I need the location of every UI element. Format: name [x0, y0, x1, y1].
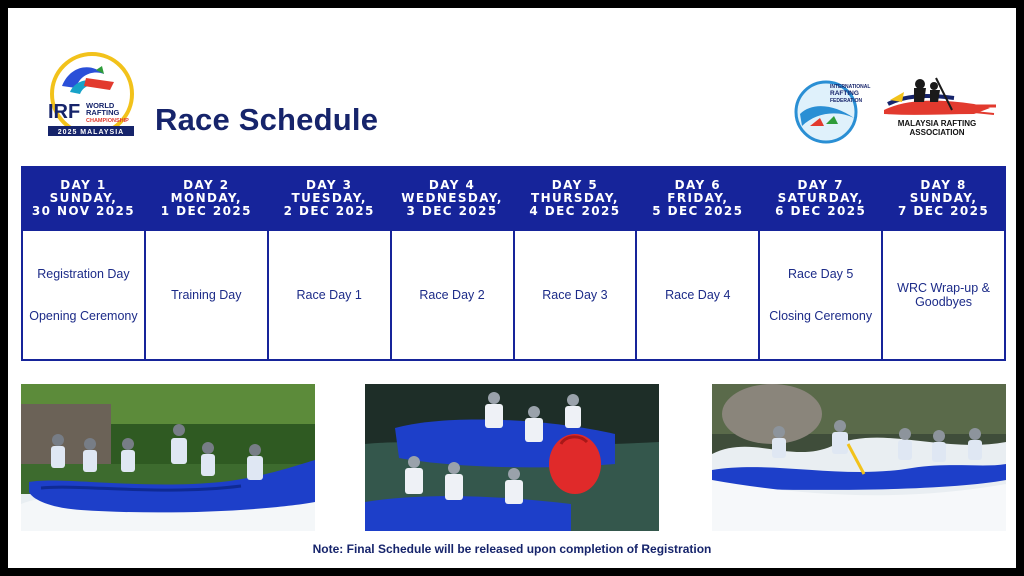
- day-header-weekday: WEDNESDAY,: [401, 191, 503, 205]
- day-events-cell: [268, 230, 391, 360]
- day-header-day: DAY 1: [60, 178, 107, 192]
- day-header-weekday: THURSDAY,: [531, 191, 619, 205]
- day-header: [636, 167, 759, 230]
- day-header-day: DAY 4: [428, 178, 476, 192]
- day-events-cell: [514, 230, 637, 360]
- event-label: WRC Wrap-up &: [897, 281, 990, 295]
- day-header: [514, 167, 637, 230]
- schedule-table: [21, 166, 1006, 361]
- day-header-day: DAY 8: [920, 178, 967, 192]
- schedule-events-row: [22, 230, 1005, 360]
- day-header: [882, 167, 1005, 230]
- malaysia-rafting-association-logo: [874, 70, 1000, 140]
- event-label: Closing Ceremony: [769, 309, 873, 323]
- day-events-cell: [145, 230, 268, 360]
- mra-logo-line2: ASSOCIATION: [909, 128, 965, 137]
- irf-logo-big: IRF: [48, 101, 81, 123]
- rafting-photo-3: [712, 384, 1006, 531]
- day-header: [22, 167, 145, 230]
- slide: [8, 8, 1016, 568]
- event-label: Registration Day: [37, 267, 130, 281]
- federation-logo-line3: FEDERATION: [830, 98, 863, 104]
- rafting-photo-1: [21, 384, 315, 531]
- day-header-weekday: FRIDAY,: [667, 191, 729, 205]
- day-header-date: 3 DEC 2025: [406, 204, 498, 218]
- federation-logo-line2: RAFTING: [830, 90, 859, 97]
- irf-logo-line3: CHAMPIONSHIP: [86, 118, 129, 124]
- irf-logo-band: 2025 MALAYSIA: [57, 129, 125, 136]
- day-header-weekday: TUESDAY,: [291, 191, 367, 205]
- event-label: Training Day: [171, 288, 242, 302]
- day-header: [759, 167, 882, 230]
- irf-logo-line1: WORLD: [86, 101, 115, 110]
- day-header-date: 7 DEC 2025: [898, 204, 990, 218]
- event-spacer: [764, 281, 877, 309]
- irf-championship-logo: [40, 52, 140, 148]
- day-events-cell: [882, 230, 1005, 360]
- day-header-day: DAY 6: [674, 178, 721, 192]
- day-header-date: 6 DEC 2025: [775, 204, 867, 218]
- day-events-cell: [636, 230, 759, 360]
- page-title: Race Schedule: [155, 102, 379, 137]
- day-events-cell: [22, 230, 145, 360]
- day-header-day: DAY 3: [306, 178, 353, 192]
- mra-logo-line1: MALAYSIA RAFTING: [897, 119, 977, 128]
- event-label: Race Day 5: [788, 267, 854, 281]
- day-header-day: DAY 7: [797, 178, 844, 192]
- federation-logo: [794, 74, 871, 148]
- day-header-day: DAY 5: [551, 178, 599, 192]
- event-label: Opening Ceremony: [29, 309, 138, 323]
- schedule-header-row: [22, 167, 1005, 230]
- day-header-weekday: SATURDAY,: [777, 191, 864, 205]
- day-header-date: 30 NOV 2025: [31, 204, 135, 218]
- event-label: Race Day 3: [542, 288, 608, 302]
- day-header-weekday: SUNDAY,: [909, 191, 978, 205]
- day-events-cell: [391, 230, 514, 360]
- day-header-date: 1 DEC 2025: [160, 204, 252, 218]
- day-header: [268, 167, 391, 230]
- day-events-cell: [759, 230, 882, 360]
- event-spacer: [27, 281, 140, 309]
- event-label: Race Day 2: [419, 288, 485, 302]
- event-label: Race Day 4: [665, 288, 731, 302]
- day-header-weekday: MONDAY,: [170, 191, 242, 205]
- day-header: [391, 167, 514, 230]
- event-label: Goodbyes: [915, 295, 973, 309]
- schedule-note: Note: Final Schedule will be released upon completion of Registration: [312, 542, 712, 556]
- irf-logo-line2: RAFTING: [86, 108, 120, 117]
- day-header-weekday: SUNDAY,: [49, 191, 118, 205]
- day-header-date: 5 DEC 2025: [652, 204, 744, 218]
- day-header-day: DAY 2: [183, 178, 230, 192]
- event-label: Race Day 1: [296, 288, 362, 302]
- rafting-photo-2: [365, 384, 659, 531]
- day-header-date: 2 DEC 2025: [283, 204, 375, 218]
- federation-logo-line1: INTERNATIONAL: [830, 84, 871, 90]
- day-header: [145, 167, 268, 230]
- day-header-date: 4 DEC 2025: [529, 204, 621, 218]
